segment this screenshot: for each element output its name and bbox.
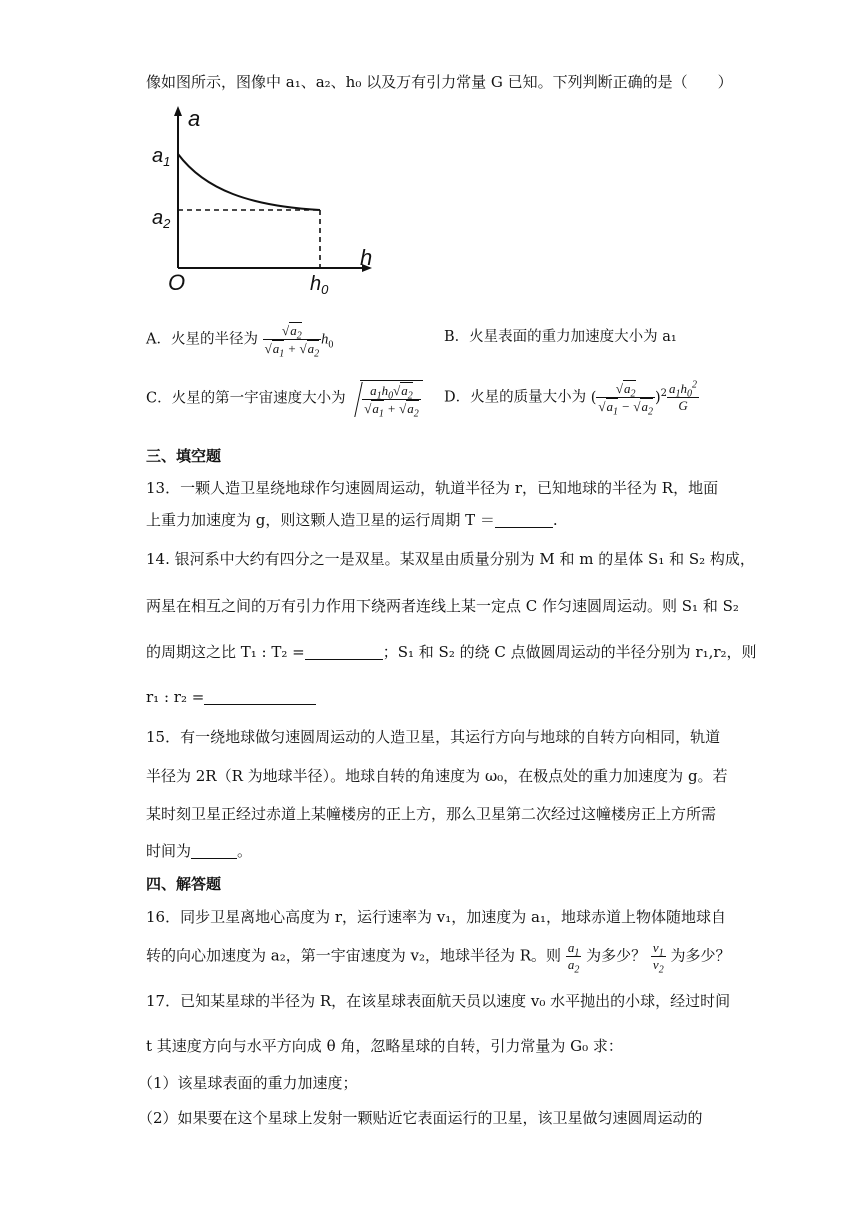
acceleration-curve (178, 154, 320, 210)
a1-label: $a_1$ (152, 145, 171, 169)
a2-label: $a_2$ (152, 207, 171, 231)
q16-line2 (146, 940, 731, 976)
x-axis-label: h (360, 245, 373, 270)
q16-line2-text-c: 为多少？ (670, 946, 731, 965)
q16-line1: 16．同步卫星离地心高度为 r，运行速率为 v₁，加速度为 a₁，地球赤道上物体随地球自 (146, 908, 727, 926)
option-a[interactable]: A．火星的半径为 $\frac{√a_2}{√a_1 + √a_2}$ $h_0$ (146, 323, 334, 360)
q14-line4-text: r₁ : r₂ = (146, 688, 205, 706)
option-c-formula: $\frac{a_1h_0√a_2}{√a_1 + √a_2}$ (350, 380, 423, 417)
q14-line3-text-a: 的周期这之比 T₁ : T₂ = (146, 643, 305, 661)
q14-radius-ratio-blank[interactable] (204, 688, 316, 705)
a-h-graph (150, 100, 390, 295)
q15-line4: 时间为 。 (146, 842, 253, 860)
option-a-formula: $\frac{√a_2}{√a_1 + √a_2}$ (264, 323, 320, 360)
option-a-prefix: A．火星的半径为 (146, 331, 258, 348)
q14-line3 (146, 641, 757, 663)
origin-label: O (168, 270, 186, 295)
option-d-formula: ( $\frac{√a_2}{√a_1 - √a_2}$ )$^2$ $\frac{a_1h_0^2}{G}$ (590, 379, 698, 418)
q14-line3-text-b: ；S₁ 和 S₂ 的绕 C 点做圆周运动的半径分别为 r₁,r₂，则 (382, 643, 757, 661)
q16-line2-text-b: 为多少？ (586, 946, 647, 965)
q14-line1: 14. 银河系中大约有四分之一是双星。某双星由质量分别为 M 和 m 的星体 S₁ 和 S₂ 构成， (146, 550, 755, 568)
q17-line1: 17．已知某星球的半径为 R，在该星球表面航天员以速度 v₀ 水平抛出的小球，经过时间 (146, 992, 731, 1010)
option-d[interactable] (444, 379, 699, 418)
q13-line2: 上重力加速度为 g，则这颗人造卫星的运行周期 T ＝ . (146, 511, 558, 529)
q16-a-ratio: $\frac{a_1}{a_2}$ (567, 940, 580, 976)
question-intro: 像如图所示，图像中 a₁、a₂、h₀ 以及万有引力常量 G 已知。下列判断正确的是（ ） (146, 73, 733, 91)
q13-answer-blank[interactable] (495, 511, 553, 528)
option-b[interactable]: B．火星表面的重力加速度大小为 a₁ (444, 329, 677, 345)
h0-label: $h_0$ (310, 273, 329, 295)
q16-v-ratio: $\frac{v_1}{v_2}$ (652, 940, 664, 976)
option-c-prefix: C．火星的第一宇宙速度大小为 (146, 390, 346, 407)
q15-line1: 15．有一绕地球做匀速圆周运动的人造卫星，其运行方向与地球的自转方向相同，轨道 (146, 728, 721, 746)
q17-line2: t 其速度方向与水平方向成 θ 角，忽略星球的自转，引力常量为 G₀ 求： (146, 1037, 623, 1055)
q15-line2: 半径为 2R（R 为地球半径）。地球自转的角速度为 ω₀，在极点处的重力加速度为 g。若 (146, 767, 728, 785)
q13-line2-text: 上重力加速度为 g，则这颗人造卫星的运行周期 T ＝ (146, 511, 495, 529)
q15-line3: 某时刻卫星正经过赤道上某幢楼房的正上方，那么卫星第二次经过这幢楼房正上方所需 (146, 805, 717, 823)
q15-line4-text: 时间为 (146, 842, 192, 860)
option-c[interactable] (146, 380, 423, 420)
q17-sub1: （1）该星球表面的重力加速度； (138, 1074, 358, 1092)
q14-period-ratio-blank[interactable] (305, 643, 383, 660)
section-4-heading: 四、解答题 (146, 875, 222, 893)
option-d-prefix: D．火星的质量大小为 (444, 389, 587, 406)
q17-sub2: （2）如果要在这个星球上发射一颗贴近它表面运行的卫星，该卫星做匀速圆周运动的 (138, 1109, 703, 1127)
q14-line4 (146, 686, 316, 708)
y-axis-arrow (174, 106, 182, 116)
q16-line2-text-a: 转的向心加速度为 a₂，第一宇宙速度为 v₂，地球半径为 R。则 (146, 946, 562, 965)
q15-answer-blank[interactable] (191, 842, 237, 859)
q14-line2: 两星在相互之间的万有引力作用下绕两者连线上某一定点 C 作匀速圆周运动。则 S₁ 和 S₂ (146, 597, 739, 615)
y-axis-label: a (188, 106, 201, 131)
section-3-heading: 三、填空题 (146, 447, 222, 465)
q13-line1: 13．一颗人造卫星绕地球作匀速圆周运动，轨道半径为 r，已知地球的半径为 R，地面 (146, 479, 719, 497)
